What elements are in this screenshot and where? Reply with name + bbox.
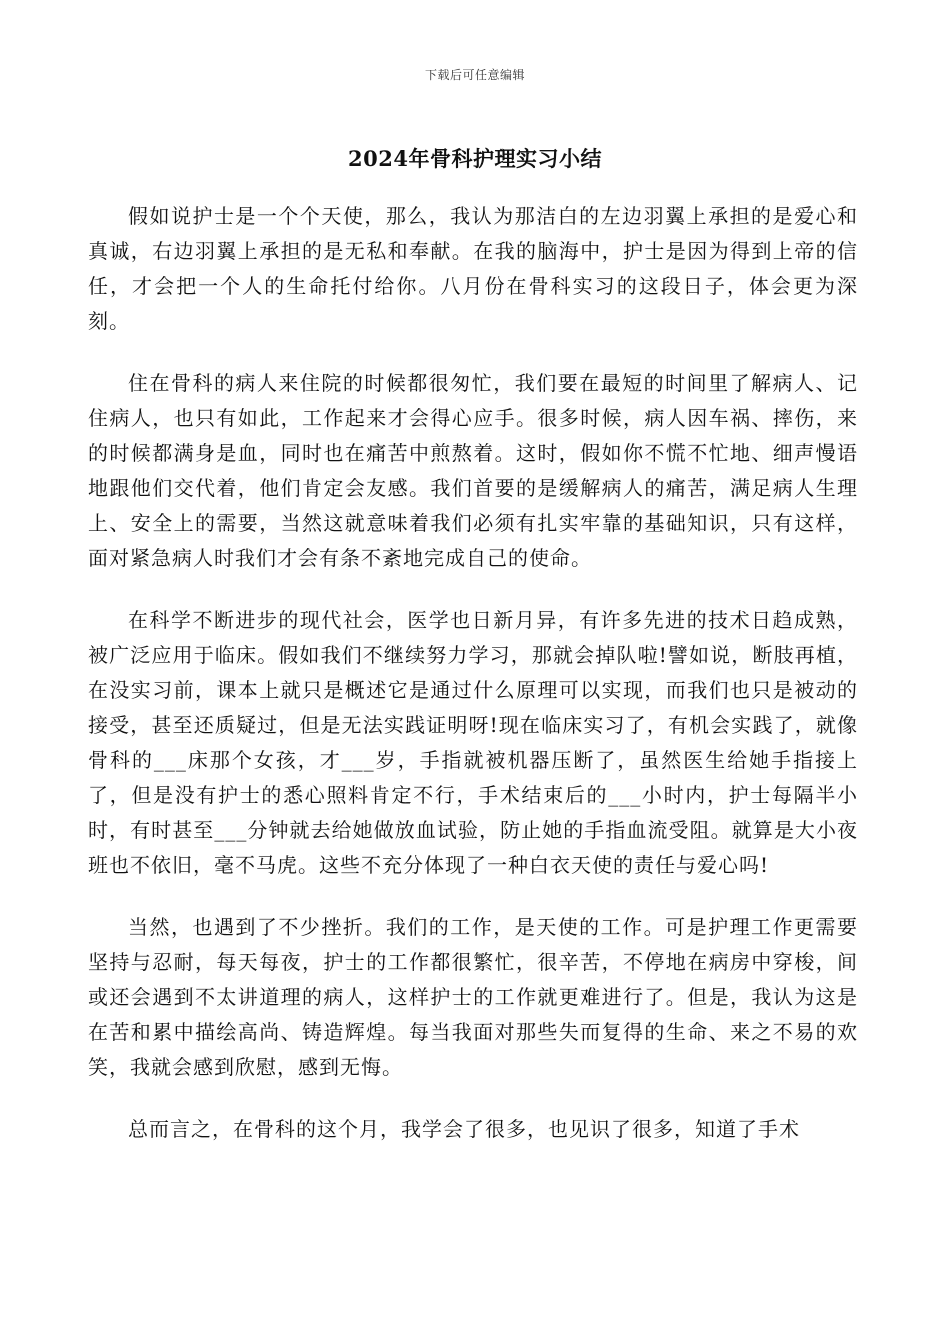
document-body bbox=[88, 199, 858, 1147]
paragraph-5: 总而言之，在骨科的这个月，我学会了很多，也见识了很多，知道了手术 bbox=[128, 1117, 800, 1141]
page-header: 下载后可任意编辑 bbox=[424, 68, 525, 82]
paragraph-4: 当然，也遇到了不少挫折。我们的工作，是天使的工作。可是护理工作更需要坚持与忍耐，每天每夜，护士的工作都很繁忙，很辛苦，不停地在病房中穿梭，间或还会遇到不太讲道理的病人，这样护士的工作就更难进行了。但是，我认为这是在苦和累中描绘高尚、铸造辉煌。每当我面对那些失而复得的生命、来之不易的欢笑，我就会感到欣慰，感到无悔。 bbox=[88, 915, 858, 1079]
paragraph-2: 住在骨科的病人来住院的时候都很匆忙，我们要在最短的时间里了解病人、记住病人，也只有如此，工作起来才会得心应手。很多时候，病人因车祸、摔伤，来的时候都满身是血，同时也在痛苦中煎熬着。这时，假如你不慌不忙地、细声慢语地跟他们交代着，他们肯定会友感。我们首要的是缓解病人的痛苦，满足病人生理上、安全上的需要，当然这就意味着我们必须有扎实牢靠的基础知识，只有这样，面对紧急病人时我们才会有条不紊地完成自己的使命。 bbox=[88, 371, 858, 570]
paragraph-1: 假如说护士是一个个天使，那么，我认为那洁白的左边羽翼上承担的是爱心和真诚，右边羽翼上承担的是无私和奉献。在我的脑海中，护士是因为得到上帝的信任，才会把一个人的生命托付给你。八月份在骨科实习的这段日子，体会更为深刻。 bbox=[88, 204, 858, 333]
document-title: 2024年骨科护理实习小结 bbox=[348, 146, 602, 171]
paragraph-3: 在科学不断进步的现代社会，医学也日新月异，有许多先进的技术日趋成熟，被广泛应用于临床。假如我们不继续努力学习，那就会掉队啦!譬如说，断肢再植，在没实习前，课本上就只是概述它是通过什么原理可以实现，而我们也只是被动的接受，甚至还质疑过，但是无法实践证明呀!现在临床实习了，有机会实践了，就像骨科的___床那个女孩，才___岁，手指就被机器压断了，虽然医生给她手指接上了，但是没有护士的悉心照料肯定不行，手术结束后的___小时内，护士每隔半小时，有时甚至___分钟就去给她做放血试验，防止她的手指血流受阻。就算是大小夜班也不依旧，毫不马虎。这些不充分体现了一种白衣天使的责任与爱心吗! bbox=[88, 608, 858, 877]
